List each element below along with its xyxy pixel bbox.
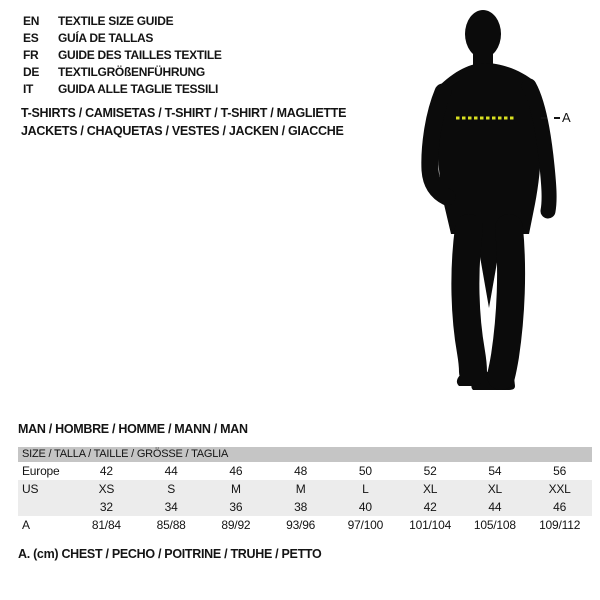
size-cell: 34 bbox=[164, 500, 178, 514]
size-cell: 109/112 bbox=[539, 518, 581, 532]
size-cell: 36 bbox=[229, 500, 243, 514]
size-cell: 54 bbox=[488, 464, 502, 478]
language-code: IT bbox=[23, 82, 34, 96]
size-cell: 50 bbox=[358, 464, 372, 478]
size-cell: 46 bbox=[229, 464, 243, 478]
size-cell: M bbox=[295, 482, 306, 496]
man-silhouette-figure bbox=[415, 8, 600, 398]
language-row bbox=[23, 64, 222, 81]
size-cell: 44 bbox=[488, 500, 502, 514]
table-row bbox=[18, 462, 592, 480]
size-cell: 46 bbox=[553, 500, 567, 514]
table-row bbox=[18, 480, 592, 498]
language-label: GUIDE DES TAILLES TEXTILE bbox=[58, 48, 222, 62]
language-label: TEXTILGRÖßENFÜHRUNG bbox=[58, 65, 205, 79]
size-cell: 42 bbox=[99, 464, 113, 478]
row-label: Europe bbox=[22, 464, 60, 478]
size-cell: 40 bbox=[358, 500, 372, 514]
size-cell: S bbox=[167, 482, 176, 496]
size-cell: 48 bbox=[294, 464, 308, 478]
language-label: GUIDA ALLE TAGLIE TESSILI bbox=[58, 82, 219, 96]
man-silhouette-icon bbox=[415, 8, 563, 396]
language-label: GUÍA DE TALLAS bbox=[58, 31, 154, 45]
size-cell: 97/100 bbox=[347, 518, 384, 532]
size-cell: 56 bbox=[553, 464, 567, 478]
size-table-body bbox=[18, 462, 592, 534]
language-code: EN bbox=[23, 14, 40, 28]
language-list bbox=[23, 13, 222, 98]
measure-callout-dashes bbox=[541, 117, 560, 119]
language-label: TEXTILE SIZE GUIDE bbox=[58, 14, 174, 28]
category-lines bbox=[21, 104, 346, 140]
language-row bbox=[23, 13, 222, 30]
language-code: DE bbox=[23, 65, 40, 79]
language-code: FR bbox=[23, 48, 39, 62]
size-cell: 85/88 bbox=[156, 518, 186, 532]
measure-label: A bbox=[562, 110, 571, 125]
category-line: JACKETS / CHAQUETAS / VESTES / JACKEN / GIACCHE bbox=[21, 124, 344, 138]
language-row bbox=[23, 47, 222, 64]
size-cell: 101/104 bbox=[409, 518, 452, 532]
size-cell: 81/84 bbox=[91, 518, 121, 532]
category-line: T-SHIRTS / CAMISETAS / T-SHIRT / T-SHIRT / MAGLIETTE bbox=[21, 106, 347, 120]
size-cell: XS bbox=[98, 482, 115, 496]
language-code: ES bbox=[23, 31, 39, 45]
table-row bbox=[18, 516, 592, 534]
size-cell: 42 bbox=[423, 500, 437, 514]
size-cell: XXL bbox=[548, 482, 571, 496]
table-row bbox=[18, 498, 592, 516]
size-cell: XL bbox=[422, 482, 438, 496]
size-cell: 105/108 bbox=[473, 518, 516, 532]
section-title-man: MAN / HOMBRE / HOMME / MANN / MAN bbox=[18, 422, 248, 436]
size-cell: M bbox=[230, 482, 241, 496]
size-cell: 89/92 bbox=[221, 518, 251, 532]
size-table-header: SIZE / TALLA / TAILLE / GRÖSSE / TAGLIA bbox=[18, 447, 592, 462]
size-cell: 38 bbox=[294, 500, 308, 514]
size-cell: 93/96 bbox=[286, 518, 316, 532]
size-cell: L bbox=[362, 482, 369, 496]
language-row bbox=[23, 81, 222, 98]
row-label: US bbox=[22, 482, 39, 496]
footnote-chest: A. (cm) CHEST / PECHO / POITRINE / TRUHE / PETTO bbox=[18, 547, 322, 561]
size-table bbox=[18, 447, 592, 534]
row-label bbox=[18, 498, 74, 516]
size-cell: XL bbox=[487, 482, 503, 496]
size-cell: 44 bbox=[164, 464, 178, 478]
row-label: A bbox=[22, 518, 30, 532]
size-cell: 32 bbox=[99, 500, 113, 514]
size-cell: 52 bbox=[423, 464, 437, 478]
language-row bbox=[23, 30, 222, 47]
